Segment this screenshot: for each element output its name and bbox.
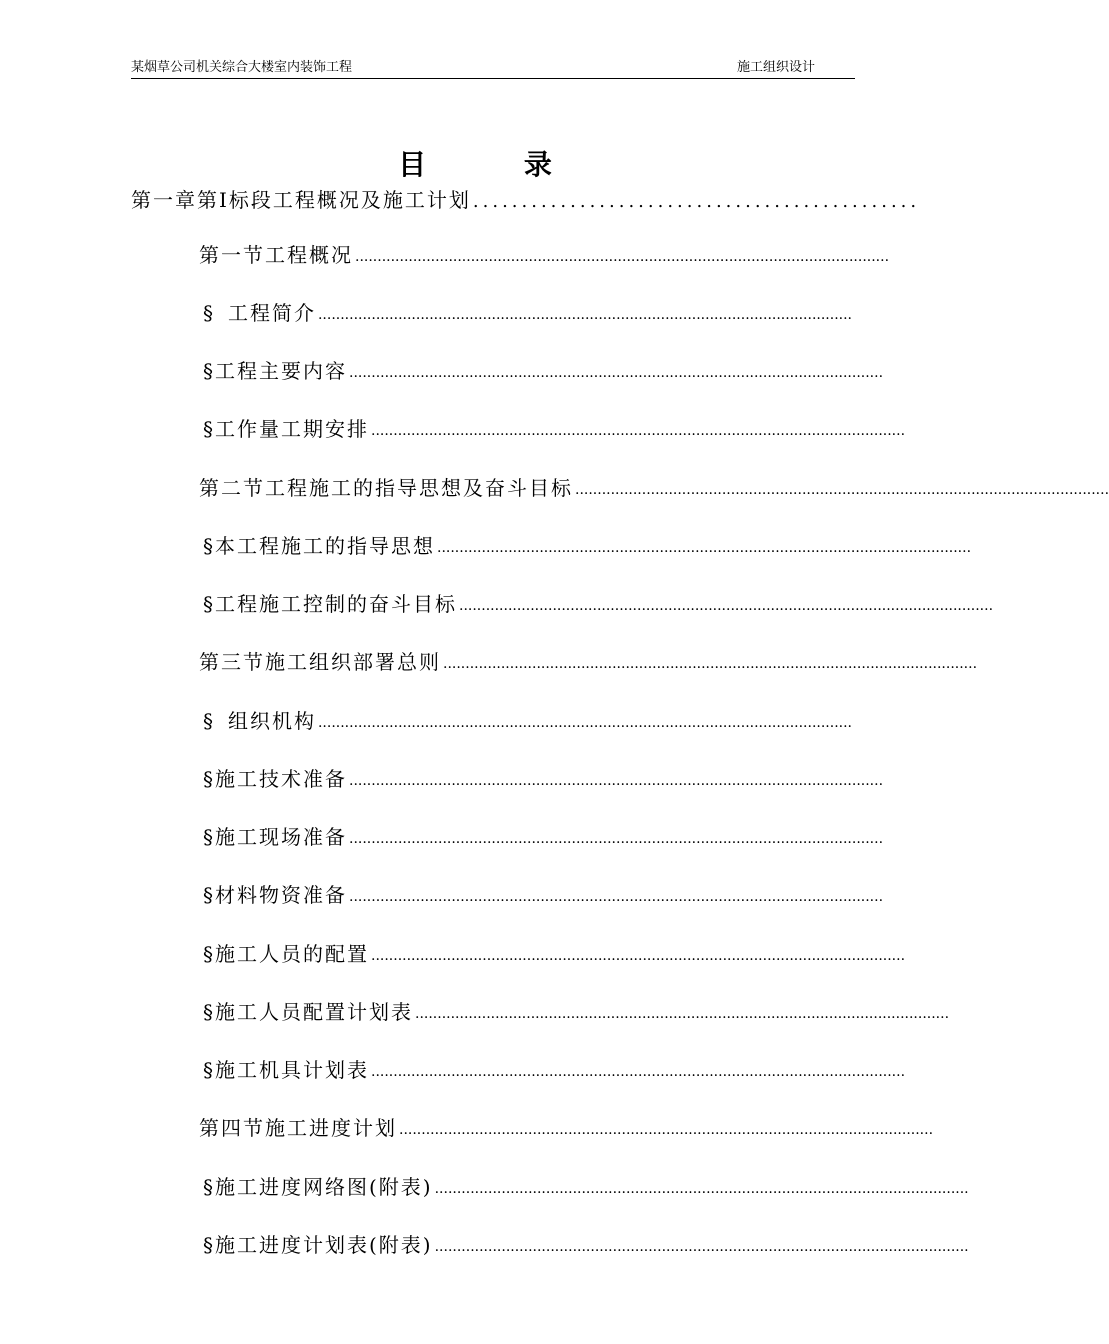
toc-item-title: 组织机构 (227, 709, 316, 733)
toc-chapter-number: 第一章 (131, 188, 197, 212)
section-sign-icon: § (203, 825, 215, 849)
toc-item-title: 工作量工期安排 (215, 417, 369, 441)
toc-leader-dots: ........................................................................................................................ (349, 831, 884, 847)
page-title: 目 录 (398, 148, 596, 181)
section-sign-icon: § (203, 417, 215, 441)
section-sign-icon: § (203, 709, 215, 733)
toc-section-2[interactable] (199, 472, 1109, 500)
toc-leader-dots: ........................................................................................................................ (459, 598, 994, 614)
toc-leader-dots: ........................................................................................................................ (434, 1181, 969, 1197)
toc-section-number: 第四节 (199, 1116, 265, 1140)
section-sign-icon: § (203, 534, 215, 558)
toc-section-title: 施工组织部署总则 (265, 650, 441, 674)
toc-chapter-1[interactable] (131, 184, 921, 212)
toc-item[interactable] (203, 996, 950, 1024)
section-sign-icon: § (203, 767, 215, 791)
toc-item-title: 施工现场准备 (215, 825, 347, 849)
toc-item-title: 工程简介 (227, 301, 316, 325)
section-sign-icon: § (203, 301, 215, 325)
toc-item[interactable] (203, 1054, 906, 1082)
section-sign-icon: § (203, 1058, 215, 1082)
toc-item-title: 施工人员配置计划表 (215, 1000, 413, 1024)
toc-section-title: 工程概况 (265, 243, 353, 267)
toc-item[interactable] (203, 530, 972, 558)
toc-leader-dots: ........................................................................................................................ (349, 889, 884, 905)
toc-leader-dots: ........................................................................................................................ (371, 1064, 906, 1080)
toc-leader-dots: ........................................................................................................................ (443, 656, 978, 672)
toc-leader-dots: ........................................................................................................................ (317, 715, 852, 731)
section-sign-icon: § (203, 592, 215, 616)
toc-item-title: 施工进度网络图(附表) (215, 1175, 433, 1199)
toc-item[interactable] (203, 1171, 969, 1199)
section-sign-icon: § (203, 883, 215, 907)
toc-section-number: 第三节 (199, 650, 265, 674)
toc-section-number: 第一节 (199, 243, 265, 267)
toc-leader-dots: ........................................................................................................................ (317, 307, 852, 323)
toc-item[interactable] (203, 413, 906, 441)
toc-item-title: 工程主要内容 (215, 359, 347, 383)
toc-section-3[interactable] (199, 646, 978, 674)
toc-chapter-title: 第Ⅰ标段工程概况及施工计划 (197, 188, 471, 212)
section-sign-icon: § (203, 942, 215, 966)
toc-item[interactable] (203, 705, 852, 733)
toc-leader-dots: ........................................................................................................................ (355, 249, 890, 265)
toc-leader-dots: ........................................................................................................................ (349, 773, 884, 789)
toc-item-title: 材料物资准备 (215, 883, 347, 907)
page-header (131, 60, 855, 79)
toc-item[interactable] (203, 879, 884, 907)
toc-item-title: 工程施工控制的奋斗目标 (215, 592, 457, 616)
section-sign-icon: § (203, 1000, 215, 1024)
toc-leader-dots: ........................................................................................................................ (575, 482, 1109, 498)
toc-leader-dots: .............................................. (472, 191, 921, 212)
toc-leader-dots: ........................................................................................................................ (434, 1239, 969, 1255)
toc-leader-dots: ........................................................................................................................ (371, 423, 906, 439)
section-sign-icon: § (203, 359, 215, 383)
toc-section-number: 第二节 (199, 476, 265, 500)
toc-leader-dots: ........................................................................................................................ (371, 948, 906, 964)
toc-leader-dots: ........................................................................................................................ (415, 1006, 950, 1022)
toc-item-title: 施工进度计划表(附表) (215, 1233, 433, 1257)
toc-leader-dots: ........................................................................................................................ (399, 1122, 934, 1138)
toc-item[interactable] (203, 763, 884, 791)
toc-item[interactable] (203, 588, 994, 616)
toc-item[interactable] (203, 821, 884, 849)
header-document-type: 施工组织设计 (736, 60, 815, 75)
section-sign-icon: § (203, 1175, 215, 1199)
toc-leader-dots: ........................................................................................................................ (437, 540, 972, 556)
toc-item-title: 施工人员的配置 (215, 942, 369, 966)
toc-item-title: 施工技术准备 (215, 767, 347, 791)
toc-item-title: 施工机具计划表 (215, 1058, 369, 1082)
toc-item[interactable] (203, 1229, 969, 1257)
header-project-name: 某烟草公司机关综合大楼室内装饰工程 (131, 60, 353, 75)
toc-section-1[interactable] (199, 239, 890, 267)
toc-item[interactable] (203, 297, 852, 325)
toc-item[interactable] (203, 355, 884, 383)
section-sign-icon: § (203, 1233, 215, 1257)
toc-section-title: 工程施工的指导思想及奋斗目标 (265, 476, 573, 500)
toc-item[interactable] (203, 938, 906, 966)
toc-item-title: 本工程施工的指导思想 (215, 534, 435, 558)
toc-leader-dots: ........................................................................................................................ (349, 365, 884, 381)
toc-section-title: 施工进度计划 (265, 1116, 397, 1140)
toc-section-4[interactable] (199, 1112, 934, 1140)
